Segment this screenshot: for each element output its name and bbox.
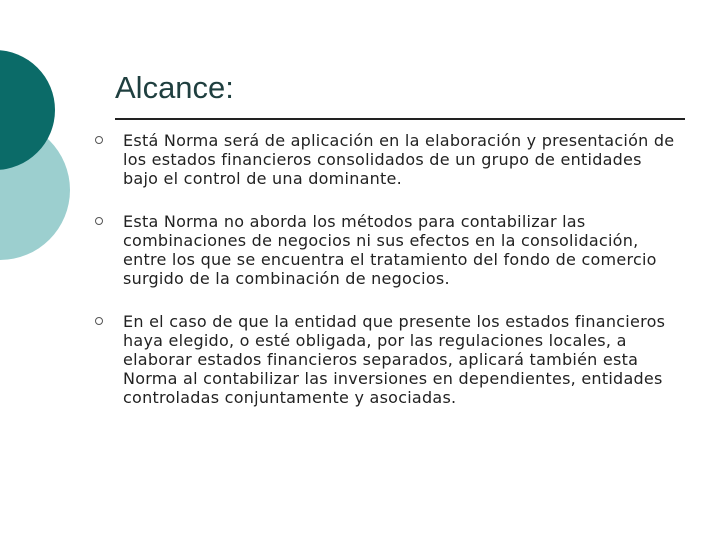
bullet-text: Esta Norma no aborda los métodos para contabilizar las combinaciones de negocios ni sus efectos en la consolidación, entre los que se encuentra el tratamiento del fondo de comercio surgido de la combinación de negocios. [123, 212, 657, 288]
bullet-list [95, 131, 675, 407]
hollow-circle-bullet-icon [95, 317, 103, 325]
bullet-text: Está Norma será de aplicación en la elaboración y presentación de los estados financieros consolidados de un grupo de entidades bajo el control de una dominante. [123, 131, 675, 188]
hollow-circle-bullet-icon [95, 217, 103, 225]
bullet-item [95, 131, 675, 188]
slide-title: Alcance: [115, 70, 234, 105]
bullet-item [95, 212, 675, 288]
bullet-item [95, 312, 675, 407]
bullet-text: En el caso de que la entidad que presente los estados financieros haya elegido, o esté obligada, por las regulaciones locales, a elaborar estados financieros separados, aplicará también esta Norma al contabilizar las inversiones en dependientes, entidades controladas conjuntamente y asociadas. [123, 312, 666, 407]
hollow-circle-bullet-icon [95, 136, 103, 144]
title-underline [115, 118, 685, 120]
